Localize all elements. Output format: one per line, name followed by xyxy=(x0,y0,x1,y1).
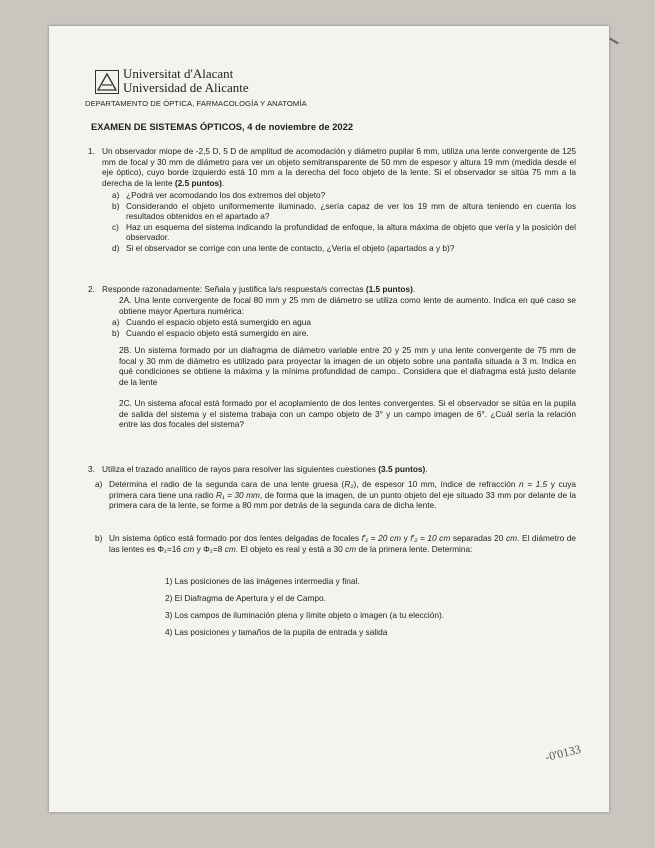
exam-title: EXAMEN DE SISTEMAS ÓPTICOS, 4 de noviembre de 2022 xyxy=(91,121,354,132)
q2a-options xyxy=(112,317,576,338)
q3b-label: b) xyxy=(95,533,103,543)
q2-points: (1.5 puntos) xyxy=(365,284,413,294)
q3b-part: de la primera lente. Determina: xyxy=(358,543,473,554)
q2a-intro: 2A. Una lente convergente de focal 80 mm y 25 mm de diámetro se utiliza como lente de aumento. Indica en qué caso se obtiene mayor Apertura numérica: xyxy=(119,295,576,316)
q3-points: (3.5 puntos) xyxy=(378,464,426,474)
q3b-item-4: 4) Las posiciones y tamaños de la pupila de entrada y salida xyxy=(165,627,388,637)
q2b-text: 2B. Un sistema formado por un diafragma de diámetro variable entre 20 y 25 mm y una lente convergente de 75 mm de focal y 30 mm de diámetro es utilizado para proyectar la imagen de un objeto sobre una pantalla situada a 3 m. Indica en qué condiciones se obtiene la máxima y la mínima profundidad de campo.. Considera que el diafragma está justo delante de la lente xyxy=(119,345,576,387)
q3b-part: y xyxy=(403,533,408,543)
list-item xyxy=(112,317,576,328)
handwritten-note: -0'0133 xyxy=(543,741,583,765)
item-label: a) xyxy=(112,317,120,327)
q2-end: . xyxy=(412,284,416,294)
q3b-f1: f′₁ = 20 cm xyxy=(361,533,401,543)
item-text: Haz un esquema del sistema indicando la profundidad de enfoque, la altura máxima de objeto que vería y la posición del observador. xyxy=(126,221,576,243)
q2-number: 2. xyxy=(88,284,95,294)
scan-mark xyxy=(609,38,619,45)
item-text: Si el observador se corrige con una lente de contacto, ¿Vería el objeto (apartados a y b)? xyxy=(126,242,455,253)
item-label: b) xyxy=(112,327,120,338)
q3b-part: . El objeto es real y está a 30 xyxy=(235,543,343,554)
q1-end: . xyxy=(221,177,225,188)
university-name-es: Universidad de Alicante xyxy=(123,80,249,95)
q3a-label: a) xyxy=(95,479,103,489)
item-text: Cuando el espacio objeto está sumergido en aire. xyxy=(126,327,309,338)
q3a-part: , de forma que la imagen, de un punto objeto del eje situado 33 mm por delante de la primera cara de la lente, se forme a 80 mm por detrás de la segunda cara de dicha lente. xyxy=(109,489,576,511)
q3b-text xyxy=(109,533,576,554)
item-label: b) xyxy=(112,200,120,211)
q3-end: . xyxy=(425,464,428,474)
q3a-r1: R₁ = 30 mm xyxy=(216,489,260,500)
q3a-text xyxy=(109,479,576,511)
list-item xyxy=(112,243,576,254)
list-item xyxy=(112,328,576,339)
q3a-part: y cuya primera cara tiene una radio xyxy=(109,479,576,500)
q1-points: (2.5 puntos) xyxy=(174,177,222,188)
q3b-unit: cm xyxy=(506,533,518,543)
q3b-item-1: 1) Las posiciones de las imágenes intermedia y final. xyxy=(165,576,360,586)
q3b-item-3: 3) Los campos de iluminación plena y límite objeto o imagen (a tu elección). xyxy=(165,610,445,620)
item-text: Cuando el espacio objeto está sumergido en agua xyxy=(126,317,311,327)
item-text: Considerando el objeto uniformemente iluminado, ¿sería capaz de ver los 19 mm de altura teniendo en cuenta los resultados obtenidos en el apartado a? xyxy=(126,200,576,222)
item-label: d) xyxy=(112,242,120,253)
item-label: a) xyxy=(112,190,120,200)
department-name: DEPARTAMENTO DE ÓPTICA, FARMACOLOGÍA Y ANATOMÍA xyxy=(85,99,307,108)
q3b-unit: cm xyxy=(345,543,357,554)
q3a-index: n = 1.5 xyxy=(519,479,548,489)
q1-body: Un observador miope de -2,5 D, 5 D de amplitud de acomodación y diámetro pupilar 6 mm, utiliza una lente convergente de 125 mm de focal y 30 mm de diámetro para ver un objeto semitransparente de 50 mm de espesor y altura 19 mm (medida desde el eje óptico), cuyo borde izquierdo está 10 mm a la derecha del foco objeto de la lente. Si el observador se sitúa 75 mm a la derecha de la lente xyxy=(102,146,576,188)
list-item xyxy=(112,222,576,243)
q3-text xyxy=(102,464,576,475)
q2c-text: 2C. Un sistema afocal está formado por el acoplamiento de dos lentes convergentes. Si el observador se sitúa en la pupila de salida del sistema y el sistema trabaja con un campo objeto de 3° y un campo imagen de 6°. ¿Cuál sería la relación entre las dos focales del sistema? xyxy=(119,398,576,430)
q3b-unit: cm xyxy=(224,543,236,554)
item-label: c) xyxy=(112,221,119,232)
q2-text xyxy=(102,284,576,295)
q1-subitems xyxy=(112,190,576,254)
q3b-part: Un sistema óptico está formado por dos lentes delgadas de focales xyxy=(109,533,360,543)
q3b-f2: f′₂ = 10 cm xyxy=(410,533,451,543)
item-text: ¿Podrá ver acomodando los dos extremos del objeto? xyxy=(126,190,326,200)
q3a-part: Determina el radio de la segunda cara de una lente gruesa ( xyxy=(109,479,345,489)
exam-page xyxy=(49,26,609,812)
q3-number: 3. xyxy=(88,464,95,474)
q3b-part: y Φ₂=8 xyxy=(196,543,223,554)
q1-number: 1. xyxy=(88,146,95,156)
q3a-r2: R₂ xyxy=(344,479,354,489)
q3b-item-2: 2) El Diafragma de Apertura y el de Campo. xyxy=(165,593,326,603)
q3a-part: ), de espesor 10 mm, índice de refracción xyxy=(353,479,516,489)
q3b-part: . El diámetro de las lentes es Φ₁=16 xyxy=(109,533,577,554)
list-item xyxy=(112,190,576,201)
q3b-part: separadas 20 xyxy=(452,533,504,543)
university-name-ca: Universitat d'Alacant xyxy=(123,66,234,81)
q2-body: Responde razonadamente: Señala y justifica la/s respuesta/s correctas xyxy=(102,284,364,294)
q1-text xyxy=(102,146,576,188)
university-logo-icon xyxy=(95,70,119,94)
list-item xyxy=(112,201,576,222)
q3-body: Utiliza el trazado analítico de rayos para resolver las siguientes cuestiones xyxy=(102,464,376,474)
q3b-unit: cm xyxy=(183,543,195,554)
